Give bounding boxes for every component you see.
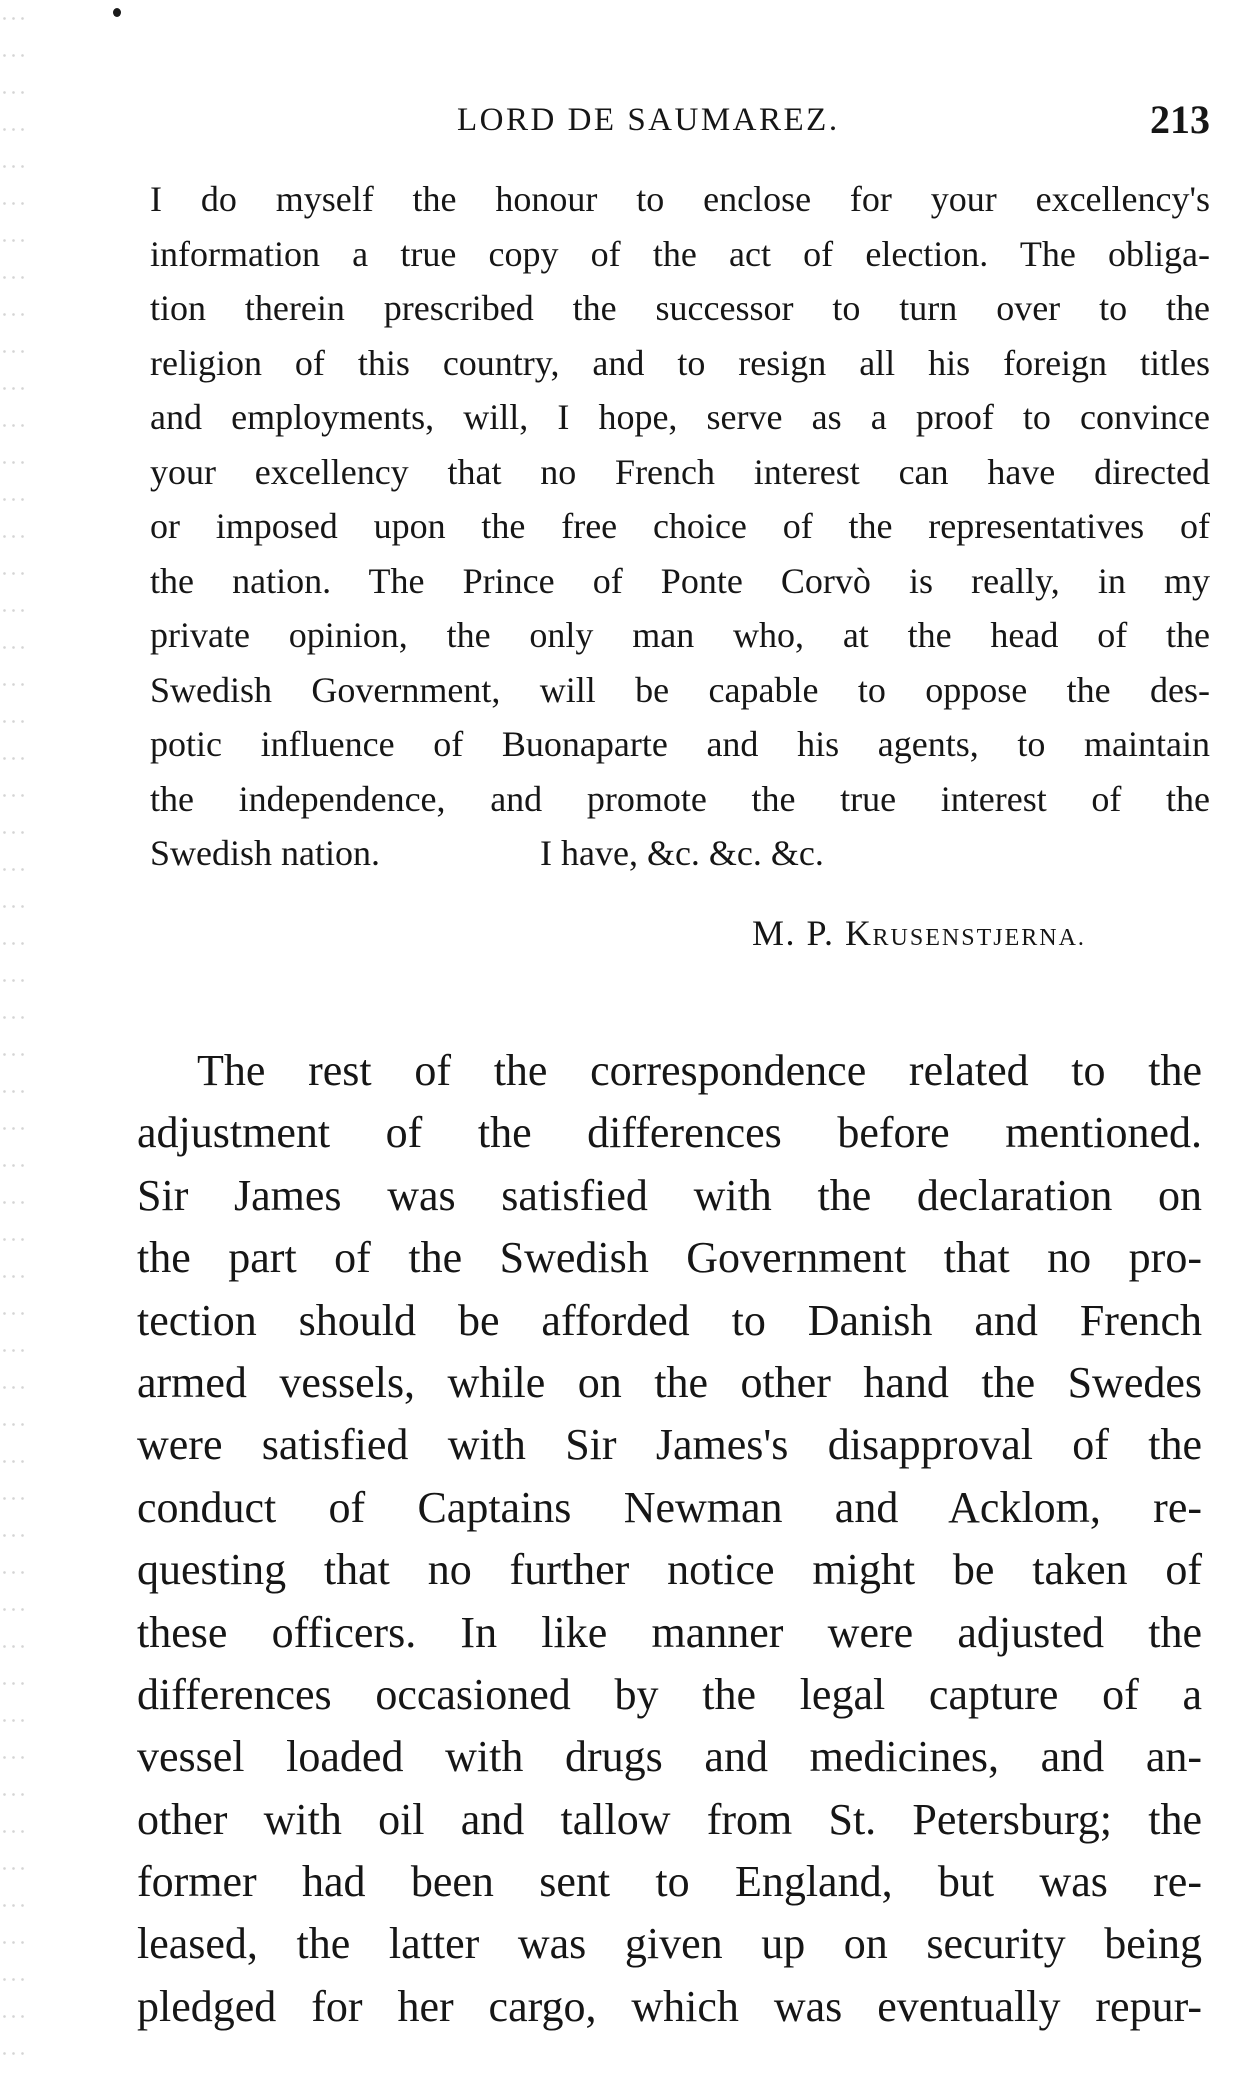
running-head: [140, 95, 1210, 145]
letter-line: or imposed upon the free choice of the representatives of: [150, 506, 1210, 546]
narrative-line: other with oil and tallow from St. Petersburg; the: [137, 1794, 1202, 1844]
letter-line: your excellency that no French interest can have directed: [150, 451, 1210, 492]
narrative-line: the part of the Swedish Government that no pro-: [137, 1233, 1202, 1283]
letter-line: I do myself the honour to enclose for your excellency's: [150, 179, 1210, 219]
letter-line: potic influence of Buonaparte and his agents, to maintain: [150, 724, 1210, 764]
letter-line: religion of this country, and to resign all his foreign titles: [150, 342, 1210, 383]
letter-final-line: [150, 826, 1210, 881]
letter-text: [150, 172, 1210, 881]
narrative-line: were satisfied with Sir James's disapproval of the: [137, 1420, 1202, 1470]
running-title: LORD DE SAUMAREZ.: [457, 102, 840, 138]
narrative-line: differences occasioned by the legal capture of a: [137, 1669, 1202, 1719]
narrative-line: conduct of Captains Newman and Acklom, re-: [137, 1482, 1202, 1532]
signature-surname: RUSENSTJERNA.: [872, 925, 1086, 951]
letter-line: and employments, will, I hope, serve as a proof to convince: [150, 397, 1210, 437]
narrative-paragraph: [137, 1040, 1202, 2038]
letter-line: information a true copy of the act of election. The obliga-: [150, 233, 1210, 274]
narrative-line: Sir James was satisfied with the declaration on: [137, 1170, 1202, 1220]
ink-speck: [113, 8, 121, 17]
narrative-line: leased, the latter was given up on security being: [137, 1919, 1202, 1969]
page-number: 213: [1150, 97, 1210, 142]
letter-line: Swedish Government, will be capable to oppose the des-: [150, 669, 1210, 710]
narrative-line: questing that no further notice might be taken of: [137, 1545, 1202, 1595]
letter-line: the independence, and promote the true interest of the: [150, 778, 1210, 819]
letter-final-text: Swedish nation.: [150, 833, 380, 873]
narrative-line: tection should be afforded to Danish and French: [137, 1295, 1202, 1345]
letter-closing: I have, &c. &c. &c.: [540, 833, 824, 873]
narrative-line: armed vessels, while on the other hand the Swedes: [137, 1357, 1202, 1407]
narrative-line: these officers. In like manner were adjusted the: [137, 1607, 1202, 1657]
signature-initials: M. P. K: [752, 913, 873, 953]
narrative-line: pledged for her cargo, which was eventually repur-: [137, 1981, 1202, 2031]
letter-line: the nation. The Prince of Ponte Corvò is really, in my: [150, 560, 1210, 601]
narrative-line: adjustment of the differences before mentioned.: [137, 1108, 1202, 1158]
letter-line: tion therein prescribed the successor to turn over to the: [150, 288, 1210, 328]
narrative-line: The rest of the correspondence related to the: [197, 1046, 1202, 1095]
page-gutter-shadow: [0, 0, 30, 2083]
letter-line: private opinion, the only man who, at the head of the: [150, 615, 1210, 655]
letter-signature: [752, 906, 1086, 965]
narrative-line: vessel loaded with drugs and medicines, and an-: [137, 1732, 1202, 1782]
narrative-line: former had been sent to England, but was re-: [137, 1857, 1202, 1907]
